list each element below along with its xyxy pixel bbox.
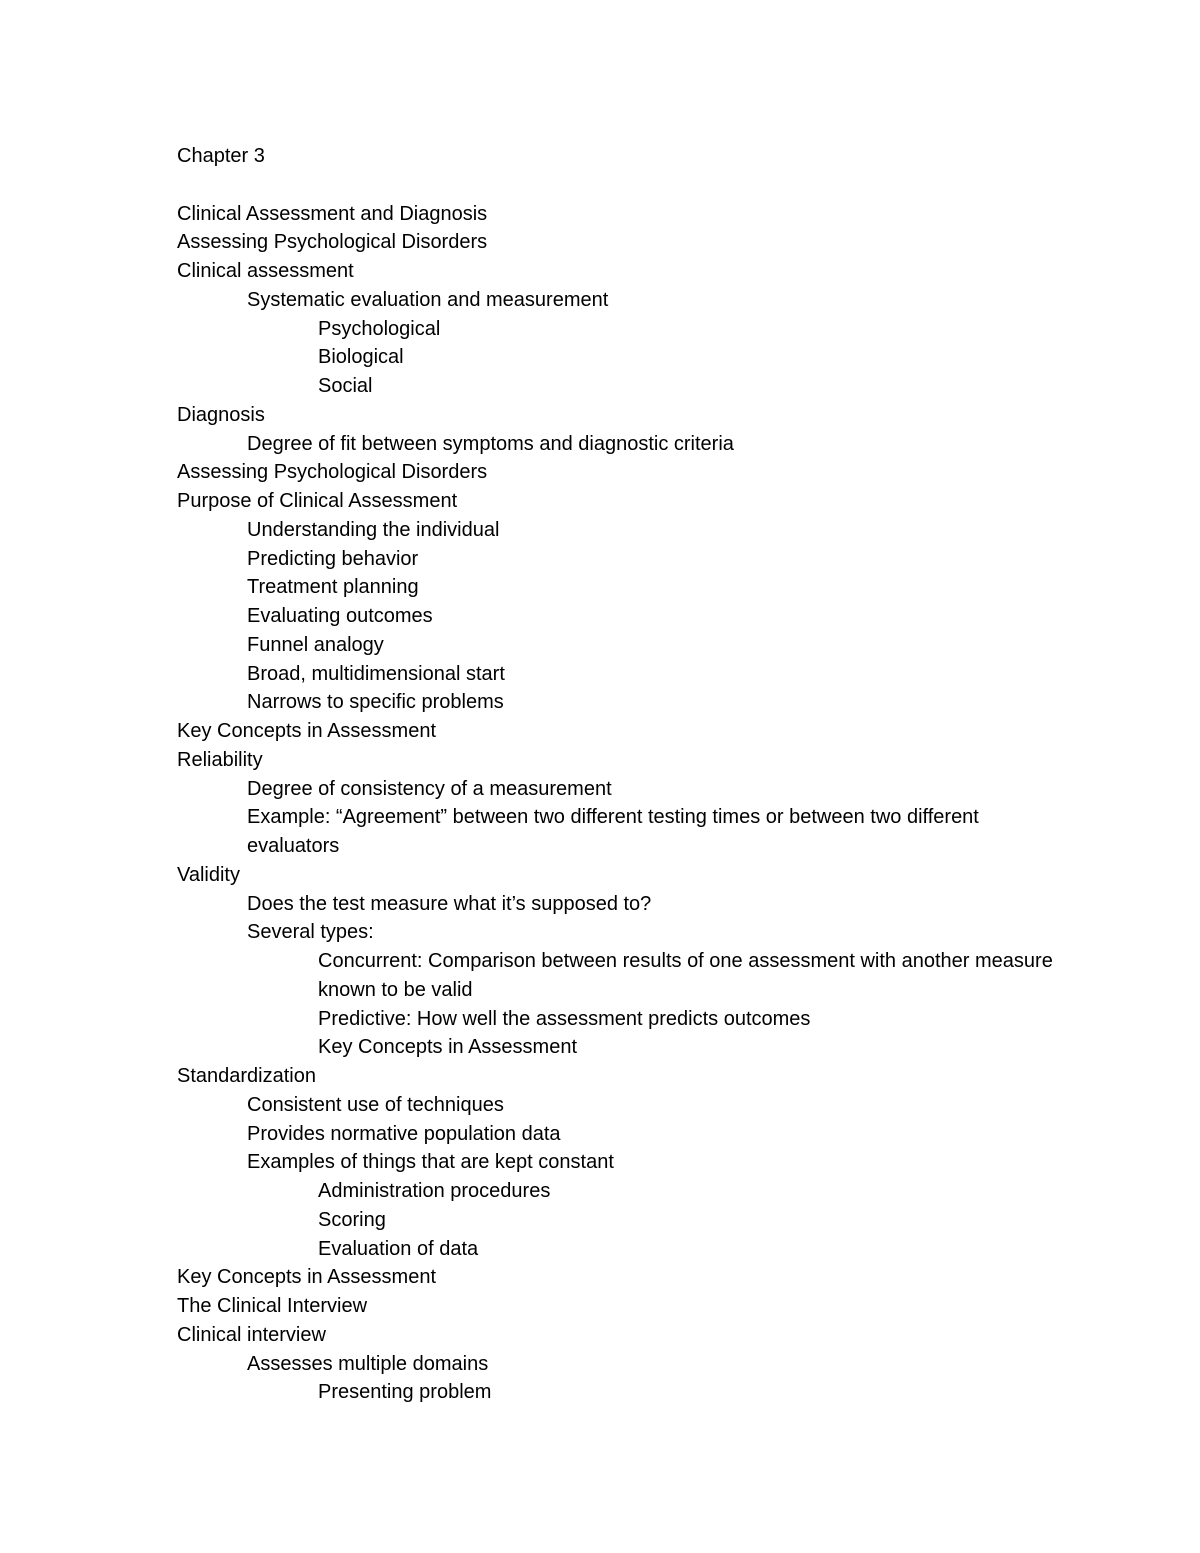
outline-line-level-1: Does the test measure what it’s supposed to? <box>247 892 652 915</box>
outline-line-level-0: Standardization <box>177 1065 316 1087</box>
outline-line-level-1: Treatment planning <box>247 576 419 599</box>
outline-line-level-0: Assessing Psychological Disorders <box>177 461 488 484</box>
outline-line-level-1: Narrows to specific problems <box>247 691 504 714</box>
outline-line-level-1: Assesses multiple domains <box>247 1352 489 1375</box>
outline-line-level-2: Psychological <box>318 317 441 340</box>
outline-line-level-2: Key Concepts in Assessment <box>318 1036 578 1059</box>
outline-line-level-0: Assessing Psychological Disorders <box>177 231 488 254</box>
outline-line-level-2: Predictive: How well the assessment predicts outcomes <box>318 1007 811 1030</box>
outline-line-level-0: Purpose of Clinical Assessment <box>177 490 458 512</box>
outline-line-level-1: Several types: <box>247 921 374 944</box>
outline-line-level-2: Scoring <box>318 1208 386 1231</box>
outline-line-level-0: Clinical Assessment and Diagnosis <box>177 202 488 225</box>
outline-line-level-2: Biological <box>318 346 404 369</box>
outline-line-level-2: Presenting problem <box>318 1381 492 1404</box>
outline-line-level-1: Degree of consistency of a measurement <box>247 777 612 800</box>
outline-line-level-0: Clinical interview <box>177 1323 326 1346</box>
outline-line-level-2: Administration procedures <box>318 1180 551 1202</box>
outline-line-level-0: Key Concepts in Assessment <box>177 1266 437 1289</box>
outline-line-level-1: Provides normative population data <box>247 1122 561 1145</box>
outline-line-level-1: Broad, multidimensional start <box>247 662 505 685</box>
outline-line-level-2: Social <box>318 375 373 397</box>
outline-line-level-1: Predicting behavior <box>247 547 419 570</box>
outline-line-level-1: Consistent use of techniques <box>247 1093 504 1116</box>
outline-line-level-0: Diagnosis <box>177 403 265 426</box>
outline-line-level-0: Clinical assessment <box>177 260 354 282</box>
outline-line-level-1: Evaluating outcomes <box>247 605 433 627</box>
outline-line-level-2: Evaluation of data <box>318 1237 479 1260</box>
outline-line-level-1: Examples of things that are kept constant <box>247 1151 614 1174</box>
outline-line-level-1: Funnel analogy <box>247 633 384 656</box>
outline-line-level-0: Validity <box>177 863 240 886</box>
outline-line-level-1: Understanding the individual <box>247 518 500 541</box>
outline-line-level-2: Concurrent: Comparison between results of one assessment with another measure known to be valid <box>318 950 1053 1001</box>
outline-line-level-0: Reliability <box>177 748 263 771</box>
outline-line-level-1: Degree of fit between symptoms and diagnostic criteria <box>247 432 734 455</box>
outline-line-level-0: Key Concepts in Assessment <box>177 720 437 742</box>
outline-line-level-1: Systematic evaluation and measurement <box>247 288 609 311</box>
chapter-title: Chapter 3 <box>177 145 265 167</box>
outline-line-level-1: Example: “Agreement” between two different testing times or between two different evaluators <box>247 806 979 857</box>
outline-list <box>177 200 1077 1408</box>
document-body <box>177 142 1077 1407</box>
outline-line-level-0: The Clinical Interview <box>177 1295 368 1317</box>
